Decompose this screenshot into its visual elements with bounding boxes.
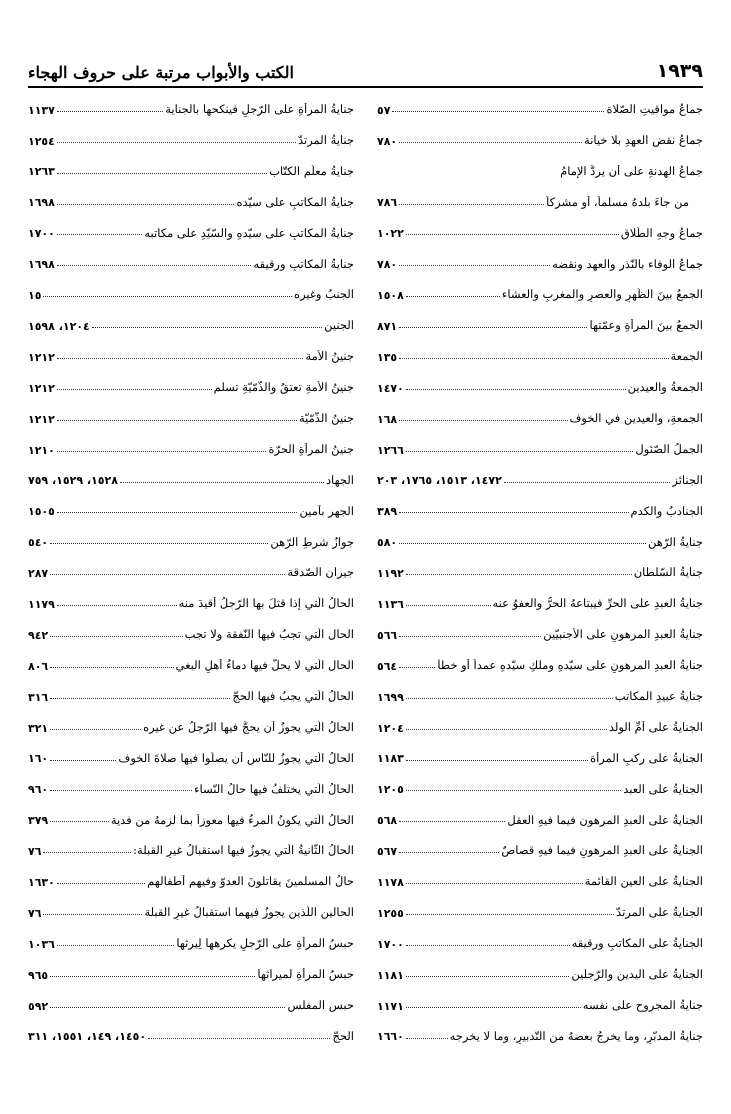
index-entry (377, 271, 703, 302)
dot-leader (406, 451, 634, 452)
dot-leader (43, 852, 131, 853)
page-number: ١٩٣٩ (656, 60, 703, 82)
index-entry (377, 889, 703, 920)
index-term: الجنايةُ على ركبِ المرأة (590, 751, 703, 765)
dot-leader (406, 945, 570, 946)
dot-leader (57, 512, 298, 513)
index-entry (28, 920, 354, 951)
dot-leader (57, 389, 212, 390)
dot-leader (406, 698, 613, 699)
index-term: الجمعةِ، والعيدينِ في الخوف (569, 412, 703, 425)
index-pages: ٣١٦ (28, 690, 49, 704)
index-entry (28, 488, 354, 519)
dot-leader (406, 914, 614, 915)
index-entry (377, 580, 703, 611)
dot-leader (399, 358, 668, 359)
index-pages: ١٠٢٢ (377, 227, 404, 241)
index-term: الجنبُ وغيره (294, 288, 354, 302)
index-entry (377, 951, 703, 982)
dot-leader (50, 667, 173, 668)
index-pages: ١٢٠٤، ١٥٩٨ (28, 319, 90, 333)
index-entry (28, 86, 354, 117)
index-pages: ١٤٧٠ (377, 381, 404, 395)
index-entry (28, 549, 354, 580)
index-entry (377, 642, 703, 673)
index-term: الجنايةُ على العبدِ المرهونِ فيما فيهِ العقل (507, 813, 703, 827)
index-entry (377, 611, 703, 642)
index-term: جماعُ الوفاء بالنّذرِ والعهد ونقضه (552, 257, 703, 271)
index-entry (28, 982, 354, 1013)
index-entry (28, 240, 354, 271)
index-entry (377, 240, 703, 271)
index-entry (28, 179, 354, 210)
index-pages: ١٤٧٢، ١٥١٣، ١٧٦٥، ٢٠٣ (377, 474, 502, 488)
index-pages: ٣٢١ (28, 721, 49, 735)
index-pages: ١٢١٢ (28, 381, 55, 395)
dot-leader (57, 451, 267, 452)
index-entry (28, 426, 354, 457)
index-term: جماعُ الهدنةِ على أن يردَّ الإمامُ (560, 164, 703, 178)
index-term: جماعُ نقضِ العهدِ بلا خيانة (584, 133, 703, 147)
dot-leader (57, 358, 304, 359)
dot-leader (406, 296, 500, 297)
index-pages: ٥٦٨ (377, 814, 398, 828)
dot-leader (399, 667, 435, 668)
dot-leader (399, 142, 582, 143)
index-pages: ٧٨٠ (377, 258, 398, 272)
index-pages: ١٢١٠ (28, 443, 55, 457)
index-term: الجنايةُ على العبدِ المرهونِ فيما فيهِ قصاصٌ (501, 844, 703, 858)
index-pages: ١٠٣٦ (28, 937, 55, 951)
index-pages: ٥٩٢ (28, 999, 49, 1013)
index-entry (28, 951, 354, 982)
index-entry (377, 333, 703, 364)
index-pages: ١٦٠ (28, 752, 49, 766)
index-term: الحالُ الّتي إذا قتلَ بها الرّجلُ أقيدَ منه (178, 597, 354, 611)
index-pages: ١٢١٢ (28, 350, 55, 364)
index-entry (28, 642, 354, 673)
index-pages: ١١٧١ (377, 999, 404, 1013)
index-entry (28, 796, 354, 827)
page-header (28, 52, 703, 82)
index-term: الجمعةُ والعيدين (627, 381, 703, 395)
index-entry (377, 210, 703, 241)
index-term: جنينُ الذّمّيّة (299, 412, 354, 425)
dot-leader (406, 760, 588, 761)
dot-leader (406, 790, 621, 791)
index-pages: ٧٦ (28, 845, 42, 859)
index-pages: ١٢١٢ (28, 412, 55, 426)
index-pages: ١٥٠٨ (377, 289, 404, 303)
index-pages: ٧٨٠ (377, 134, 398, 148)
index-pages: ١٧٠٠ (377, 937, 404, 951)
index-term: الحالُ الّتي يختلفُ فيها حالُ النّساء (194, 782, 354, 796)
index-pages: ١٥٠٥ (28, 505, 55, 519)
index-term: جنينُ الأمةِ تعتقُ والذّمّيّةِ تسلم (213, 381, 354, 395)
index-pages: ٩٦٠ (28, 783, 49, 797)
dot-leader (57, 420, 297, 421)
dot-leader (50, 1007, 285, 1008)
index-term: الحالُ الّتي يجوزُ أن يحجَّ فيها الرّجلُ عن غيره (143, 720, 354, 734)
dot-leader (406, 883, 583, 884)
index-pages: ١١٩٢ (377, 567, 404, 581)
dot-leader (399, 636, 541, 637)
index-entry (377, 858, 703, 889)
index-pages: ١٢٦٦ (377, 443, 404, 457)
index-entry (377, 117, 703, 148)
index-entry (28, 766, 354, 797)
index-term: الحالُ الّتي يجبُ فيها الحجّ (232, 690, 354, 704)
index-term: جنايةُ معلّمِ الكتّاب (269, 164, 354, 178)
index-entry (377, 488, 703, 519)
index-pages: ١١٧٩ (28, 597, 55, 611)
page-title: الكتب والأبواب مرتبة على حروف الهجاء (28, 63, 294, 82)
dot-leader (57, 234, 143, 235)
index-term: جنايةُ عبيدِ المكاتب (614, 690, 703, 704)
dot-leader (50, 636, 182, 637)
dot-leader (399, 512, 628, 513)
index-pages: ٥٤٠ (28, 536, 49, 550)
index-entry (28, 518, 354, 549)
index-entry (377, 426, 703, 457)
index-term: الجنايةُ على اليدينِ والرّجلين (571, 968, 703, 982)
dot-leader (57, 204, 235, 205)
index-term: جنايةُ السّلطان (633, 566, 703, 580)
index-term: جنينُ المرأةِ الحرّة (268, 442, 354, 456)
index-entry (377, 982, 703, 1013)
index-pages: ١٦٨ (377, 412, 398, 426)
index-term: الحالُ الثّانيةُ الّتي يجوزُ فيها استقبالُ غيرِ القبلة: (133, 844, 354, 858)
index-pages: ١١٧٨ (377, 875, 404, 889)
index-entry (28, 117, 354, 148)
dot-leader (399, 327, 587, 328)
dot-leader (50, 729, 141, 730)
index-term: الجمعُ بينَ الظّهرِ والعصرِ والمغربِ والعشاء (501, 288, 703, 302)
index-term: جماعُ مواقيتِ الصّلاة (606, 103, 703, 117)
dot-leader (148, 1038, 330, 1039)
index-pages: ١٢٦٣ (28, 165, 55, 179)
index-pages: ٣٨٩ (377, 505, 398, 519)
index-term: جنايةُ الرّهن (648, 535, 703, 549)
index-term: الحال الّتي لا يحلُّ فيها دماءُ أهلِ البغي (175, 659, 354, 673)
index-entry (377, 704, 703, 735)
dot-leader (504, 482, 671, 483)
dot-leader (406, 729, 607, 730)
index-entry (377, 673, 703, 704)
dot-leader (399, 204, 544, 205)
dot-leader (120, 482, 324, 483)
index-term: جوازُ شرطِ الرّهن (270, 535, 354, 549)
index-pages: ٩٤٢ (28, 628, 49, 642)
index-term: الحجّ (332, 1029, 354, 1043)
index-entry (377, 518, 703, 549)
dot-leader (399, 420, 567, 421)
index-pages: ١٢٠٥ (377, 783, 404, 797)
index-entry (28, 858, 354, 889)
index-term: الحالُ الّتي يجوزُ للنّاسِ أن يصلّوا فيها صلاةَ الخوف (118, 751, 354, 765)
index-term: جنينُ الأمة (305, 350, 354, 364)
index-pages: ١١٨١ (377, 968, 404, 982)
dot-leader (57, 142, 296, 143)
index-entry (377, 796, 703, 827)
index-entry (28, 704, 354, 735)
index-term: الجنائز (672, 473, 703, 487)
index-pages: ١١٨٣ (377, 752, 404, 766)
index-pages: ١١٣٦ (377, 597, 404, 611)
index-term: حالُ المسلمينَ يقاتلونَ العدوّ وفيهم أطفالهم (147, 875, 354, 889)
index-entry (28, 302, 354, 333)
dot-leader (406, 976, 570, 977)
dot-leader (43, 914, 142, 915)
dot-leader (50, 543, 268, 544)
index-pages: ٨٠٦ (28, 659, 49, 673)
index-term: جنايةُ المجروحِ على نفسه (582, 998, 703, 1012)
index-pages: ١٦٣٠ (28, 875, 55, 889)
index-entry (28, 673, 354, 704)
index-entry (28, 735, 354, 766)
dot-leader (406, 389, 626, 390)
dot-leader (406, 605, 491, 606)
index-pages: ٩٦٥ (28, 968, 49, 982)
index-entry (377, 148, 703, 179)
index-term: الحال الّتي تجبُ فيها النّفقة ولا تجب (184, 628, 354, 642)
index-entry (377, 766, 703, 797)
index-term: الجمعُ بينَ المرأةِ وعمّتها (589, 319, 703, 333)
dot-leader (50, 790, 192, 791)
index-entry (377, 302, 703, 333)
index-entry (377, 457, 703, 488)
index-entry (377, 1013, 703, 1044)
dot-leader (399, 543, 646, 544)
index-pages: ٣٧٩ (28, 814, 49, 828)
index-pages: ١٦٩٨ (28, 258, 55, 272)
index-term: جنايةُ العبدِ المرهونِ على سيّدهِ وملكِ سيّدهِ عمداً أو خطأً (437, 659, 703, 673)
index-entry (377, 179, 703, 210)
index-entry (28, 457, 354, 488)
index-term: الحالينِ اللّذينِ يجوزُ فيهما استقبالُ غيرِ القبلة (144, 906, 354, 920)
index-entry (28, 580, 354, 611)
index-pages: ٨٧١ (377, 319, 398, 333)
index-term: جماعُ وجهِ الطّلاق (620, 226, 703, 240)
index-entry (28, 1013, 354, 1044)
index-term: جنايةُ المرتدّ (297, 133, 354, 147)
index-term: من جاءَ بلدهُ مسلماً، أو مشركاً (546, 195, 689, 209)
index-term: جنايةُ العبدِ المرهونِ على الأجنبيّين (543, 628, 703, 642)
dot-leader (399, 821, 505, 822)
index-pages: ١٦٦٠ (377, 1030, 404, 1044)
index-term: جنايةُ المكاتبِ ورقيقه (253, 257, 354, 271)
index-term: الجهاد (325, 473, 354, 487)
index-term: الجهر بآمين (299, 504, 354, 518)
dot-leader (392, 111, 604, 112)
dot-leader (50, 821, 109, 822)
index-entry (28, 210, 354, 241)
index-term: جنايةُ المدبّرِ، وما يخرجُ بعضهُ من التّدبيرِ، وما لا يخرجه (449, 1029, 703, 1043)
index-pages: ١٥ (28, 289, 42, 303)
index-entry (28, 148, 354, 179)
index-term: الجنين (324, 319, 354, 333)
index-entry (28, 364, 354, 395)
index-entry (28, 333, 354, 364)
index-entry (377, 920, 703, 951)
dot-leader (406, 1007, 581, 1008)
dot-leader (399, 852, 499, 853)
dot-leader (57, 605, 177, 606)
dot-leader (406, 574, 632, 575)
index-pages: ٥٦٧ (377, 845, 398, 859)
index-entry (377, 86, 703, 117)
index-entry (28, 395, 354, 426)
index-pages: ١٢٠٤ (377, 721, 404, 735)
dot-leader (50, 976, 255, 977)
dot-leader (57, 173, 267, 174)
index-pages: ١٦٩٨ (28, 196, 55, 210)
index-pages: ٥٦٤ (377, 659, 398, 673)
index-term: حبسُ المرأةِ لميراثها (257, 968, 354, 982)
index-entry (28, 271, 354, 302)
index-term: الجمعة (670, 350, 703, 364)
dot-leader (57, 265, 252, 266)
index-pages: ١٢٥٤ (28, 134, 55, 148)
index-term: الجنادبُ والكدم (630, 504, 703, 518)
index-pages: ١٣٥ (377, 350, 398, 364)
dot-leader (50, 698, 230, 699)
dot-leader (50, 760, 116, 761)
index-term: جيران الصّدقة (287, 566, 354, 580)
index-pages: ٥٧ (377, 103, 391, 117)
index-column-right (377, 86, 703, 1044)
dot-leader (92, 327, 322, 328)
index-term: الجنايةُ على المرتدّ (616, 906, 703, 920)
index-pages: ١٤٥٠، ١٤٩، ١٥٥١، ٣١١ (28, 1030, 147, 1044)
index-pages: ١١٣٧ (28, 103, 55, 117)
index-pages: ١٥٢٨، ١٥٢٩، ٧٥٩ (28, 474, 118, 488)
index-term: حبس المفلس (287, 998, 354, 1012)
index-term: الجنايةُ على المكاتبِ ورقيقه (571, 937, 703, 951)
dot-leader (406, 1038, 448, 1039)
index-term: الجنايةُ على العينِ القائمة (584, 875, 703, 889)
index-entry (377, 364, 703, 395)
dot-leader (57, 111, 163, 112)
index-pages: ١٧٠٠ (28, 227, 55, 241)
index-entry (377, 395, 703, 426)
index-pages: ٢٨٧ (28, 567, 49, 581)
index-term: الجنايةُ على أمِّ الولد (608, 720, 703, 734)
dot-leader (50, 574, 285, 575)
index-term: الجملُ الصّئول (635, 442, 703, 456)
index-entry (377, 827, 703, 858)
dot-leader (43, 296, 292, 297)
index-entry (377, 549, 703, 580)
index-column-left (28, 86, 354, 1044)
dot-leader (406, 234, 619, 235)
index-pages: ٧٨٦ (377, 196, 398, 210)
index-term: حبسُ المرأةِ على الرّجلِ يكرهها لِيرثها (176, 937, 354, 951)
dot-leader (57, 883, 145, 884)
index-pages: ١٦٩٩ (377, 690, 404, 704)
index-entry (28, 889, 354, 920)
index-term: جنايةُ العبدِ على الحرِّ فيبتاعهُ الحرُّ والعفوُ عنه (492, 597, 703, 611)
index-term: الحالُ الّتي يكونُ المرءُ فيها معوزاً بما لزمهُ من فدية (110, 813, 354, 827)
index-pages: ١٢٥٥ (377, 906, 404, 920)
index-pages: ٥٦٦ (377, 628, 398, 642)
dot-leader (399, 265, 550, 266)
index-entry (28, 827, 354, 858)
index-entry (377, 735, 703, 766)
index-entry (28, 611, 354, 642)
index-pages: ٧٦ (28, 906, 42, 920)
dot-leader (57, 945, 175, 946)
index-term: جنايةُ المكاتبِ على سيّدهِ والسّيّدِ على مكاتبه (144, 226, 354, 240)
index-term: جنايةُ المكاتبِ على سيّده (236, 195, 354, 209)
index-term: جنايةُ المرأةِ على الرّجلِ فينكحها بالجناية (165, 103, 354, 117)
index-pages: ٥٨٠ (377, 536, 398, 550)
index-term: الجنايةُ على العبد (623, 782, 703, 796)
